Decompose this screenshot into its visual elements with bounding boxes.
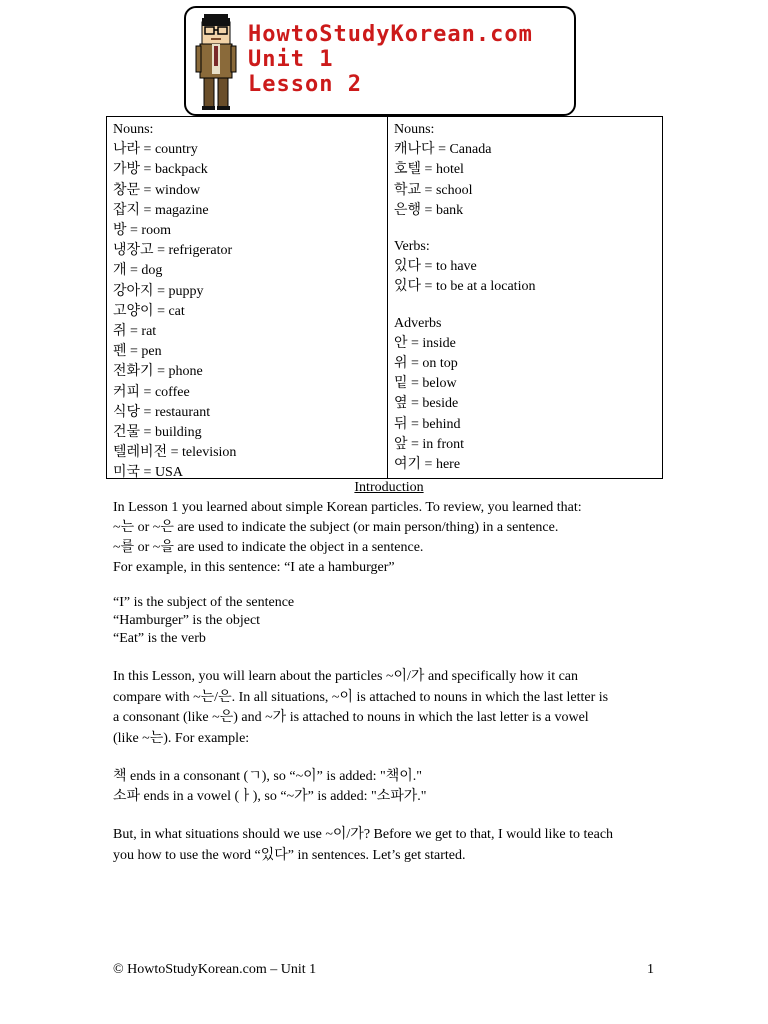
vocab-item: 가방 = backpack	[113, 162, 208, 178]
vocabulary-table	[106, 116, 663, 479]
site-name: HowtoStudyKorean.com	[248, 22, 533, 47]
introduction-heading: Introduction	[354, 480, 424, 495]
vocab-item: 잡지 = magazine	[113, 202, 209, 218]
vocab-item: 밑 = below	[394, 376, 457, 392]
vocab-item: 안 = inside	[394, 335, 456, 351]
adverbs-heading: Adverbs	[394, 315, 442, 331]
text-line: a consonant (like ~은) and ~가 is attached to nouns in which the last letter is a vowel	[113, 710, 589, 725]
vocab-item: 건물 = building	[113, 425, 202, 441]
vocab-item: 강아지 = puppy	[113, 283, 204, 299]
text-line: “Eat” is the verb	[113, 631, 206, 646]
text-line: compare with ~는/은. In all situations, ~이 is attached to nouns in which the last letter is	[113, 689, 609, 705]
spacer	[394, 298, 658, 314]
header-banner	[184, 6, 576, 116]
vocab-item: 커피 = coffee	[113, 384, 190, 400]
text-line: 책 ends in a consonant (ㄱ), so “~이” is added: "책이."	[113, 769, 423, 784]
footer-copyright: © HowtoStudyKorean.com – Unit 1	[113, 962, 317, 977]
vocab-item: 은행 = bank	[394, 202, 464, 218]
cartoon-teacher-avatar	[194, 12, 238, 112]
vocab-item: 위 = on top	[394, 356, 458, 372]
vocab-item: 방 = room	[113, 223, 171, 239]
vocab-item: 창문 = window	[113, 182, 201, 198]
text-line: ~를 or ~을 are used to indicate the object in a sentence.	[113, 540, 424, 555]
vocab-item: 나라 = country	[113, 142, 198, 158]
vocab-left-column	[107, 117, 388, 481]
text-line: “I” is the subject of the sentence	[113, 595, 295, 610]
verbs-heading: Verbs:	[394, 239, 430, 255]
text-line: (like ~는). For example:	[113, 730, 250, 746]
vocab-item: 있다 = to have	[394, 259, 477, 275]
vocab-item: 캐나다 = Canada	[394, 142, 492, 158]
text-line: In Lesson 1 you learned about simple Korean particles. To review, you learned that:	[113, 500, 582, 515]
closing-paragraph	[113, 825, 665, 866]
vocab-right-column	[388, 117, 662, 478]
spacer	[394, 221, 658, 237]
consonant-vowel-examples	[113, 767, 665, 807]
particles-paragraph	[113, 667, 665, 749]
vocab-item: 미국 = USA	[113, 465, 183, 481]
vocab-item: 학교 = school	[394, 182, 473, 198]
vocab-item: 텔레비전 = television	[113, 445, 237, 461]
banner-title	[248, 22, 533, 97]
text-line: you how to use the word “있다” in sentences. Let’s get started.	[113, 847, 466, 863]
vocab-item: 앞 = in front	[394, 436, 465, 452]
lesson-label: Lesson 2	[248, 72, 362, 97]
vocab-item: 쥐 = rat	[113, 324, 157, 340]
vocab-item: 뒤 = behind	[394, 416, 461, 432]
vocab-item: 여기 = here	[394, 457, 461, 473]
text-line: “Hamburger” is the object	[113, 613, 261, 628]
vocab-item: 식당 = restaurant	[113, 404, 211, 420]
vocab-item: 호텔 = hotel	[394, 162, 464, 178]
nouns-heading: Nouns:	[113, 122, 154, 137]
vocab-item: 펜 = pen	[113, 344, 162, 360]
text-line: For example, in this sentence: “I ate a hamburger”	[113, 560, 395, 575]
vocab-item: 옆 = beside	[394, 396, 459, 412]
vocab-item: 전화기 = phone	[113, 364, 203, 380]
vocab-item: 개 = dog	[113, 263, 163, 279]
unit-label: Unit 1	[248, 47, 334, 72]
lesson-body	[113, 480, 665, 866]
text-line: 소파 ends in a vowel (ㅏ), so “~가” is added: "소파가."	[113, 789, 427, 804]
vocab-item: 고양이 = cat	[113, 303, 185, 319]
text-line: But, in what situations should we use ~이/가? Before we get to that, I would like to teach	[113, 827, 614, 842]
vocab-item: 냉장고 = refrigerator	[113, 243, 233, 259]
review-paragraph	[113, 498, 665, 578]
text-line: ~는 or ~은 are used to indicate the subject (or main person/thing) in a sentence.	[113, 520, 559, 535]
nouns-heading: Nouns:	[394, 122, 435, 137]
page-number: 1	[647, 962, 654, 977]
text-line: In this Lesson, you will learn about the particles ~이/가 and specifically how it can	[113, 669, 579, 684]
example-paragraph	[113, 594, 665, 648]
vocab-item: 있다 = to be at a location	[394, 279, 536, 295]
